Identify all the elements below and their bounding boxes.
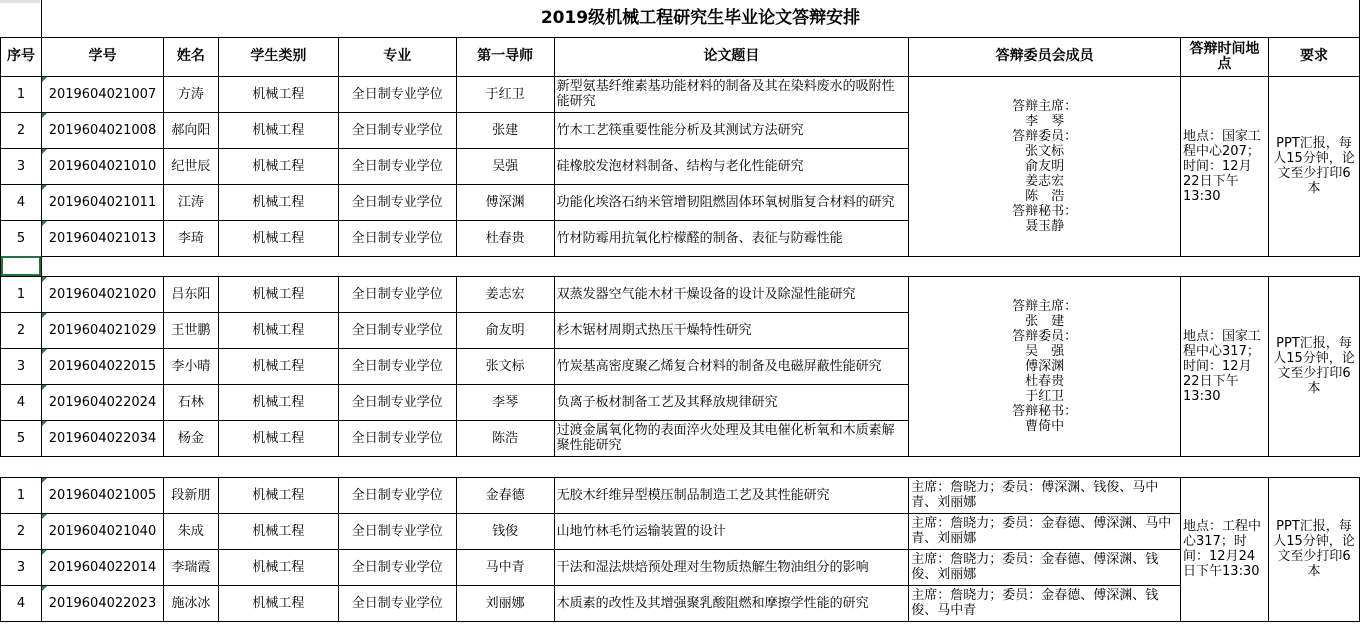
cell-thesis[interactable]: 木质素的改性及其增强聚乳酸阻燃和摩擦学性能的研究 (554, 585, 909, 621)
table-row (1, 585, 1360, 621)
col-header-major: 专业 (338, 37, 456, 76)
cell-major[interactable]: 全日制专业学位 (338, 585, 456, 621)
col-header-id: 学号 (41, 37, 163, 76)
cell-no[interactable]: 4 (1, 585, 42, 621)
table-row (1, 477, 1360, 513)
cell-advisor[interactable]: 刘丽娜 (456, 585, 554, 621)
cell-advisor[interactable]: 俞友明 (456, 312, 554, 348)
header-row (1, 37, 1360, 76)
cell-thesis[interactable]: 功能化埃洛石纳米管增韧阻燃固体环氧树脂复合材料的研究 (554, 184, 909, 220)
cell-time-place[interactable]: 地点：工程中心317；时间：12月24日下午13:30 (1181, 477, 1269, 621)
cell-thesis[interactable]: 新型氨基纤维素基功能材料的制备及其在染料废水的吸附性能研究 (554, 76, 909, 112)
cell-name[interactable]: 段新朋 (163, 477, 218, 513)
cell-id[interactable]: 2019604021029 (41, 312, 163, 348)
cell-committee[interactable]: 答辩主席： 李 琴 答辩委员： 张文标 俞友明 姜志宏 陈 浩 答辩秘书： 聂玉静 (909, 76, 1181, 256)
cell-advisor[interactable]: 钱俊 (456, 513, 554, 549)
cell-category[interactable]: 机械工程 (218, 384, 338, 420)
cell-major[interactable]: 全日制专业学位 (338, 420, 456, 456)
cell-category[interactable]: 机械工程 (218, 585, 338, 621)
cell-thesis[interactable]: 竹材防霉用抗氧化柠檬醛的制备、表征与防霉性能 (554, 220, 909, 256)
cell-thesis[interactable]: 竹炭基高密度聚乙烯复合材料的制备及电磁屏蔽性能研究 (554, 348, 909, 384)
cell-thesis[interactable]: 负离子板材制备工艺及其释放规律研究 (554, 384, 909, 420)
cell-time-place[interactable]: 地点：国家工程中心207；时间：12月22日下午13:30 (1181, 76, 1269, 256)
empty-row-cell[interactable] (1, 456, 1360, 477)
cell-no[interactable]: 4 (1, 184, 42, 220)
col-header-time-place: 答辩时间地点 (1181, 37, 1269, 76)
cell-major[interactable]: 全日制专业学位 (338, 112, 456, 148)
cell-thesis[interactable]: 无胶木纤维异型模压制品制造工艺及其性能研究 (554, 477, 909, 513)
cell-name[interactable]: 杨金 (163, 420, 218, 456)
cell-id[interactable]: 2019604021007 (41, 76, 163, 112)
cell-thesis[interactable]: 干法和湿法烘焙预处理对生物质热解生物油组分的影响 (554, 549, 909, 585)
cell-id[interactable]: 2019604022014 (41, 549, 163, 585)
cell-id[interactable]: 2019604021010 (41, 148, 163, 184)
cell-no[interactable]: 3 (1, 348, 42, 384)
cell-no[interactable]: 1 (1, 276, 42, 312)
cell-major[interactable]: 全日制专业学位 (338, 148, 456, 184)
cell-category[interactable]: 机械工程 (218, 276, 338, 312)
cell-major[interactable]: 全日制专业学位 (338, 549, 456, 585)
cell-name[interactable]: 郝向阳 (163, 112, 218, 148)
col-header-no: 序号 (1, 37, 42, 76)
cell-no[interactable]: 2 (1, 112, 42, 148)
cell-name[interactable]: 纪世辰 (163, 148, 218, 184)
cell-advisor[interactable]: 姜志宏 (456, 276, 554, 312)
cell-major[interactable]: 全日制专业学位 (338, 76, 456, 112)
cell-advisor[interactable]: 李琴 (456, 384, 554, 420)
cell-advisor[interactable]: 吴强 (456, 148, 554, 184)
cell-category[interactable]: 机械工程 (218, 348, 338, 384)
cell-thesis[interactable]: 山地竹林毛竹运输装置的设计 (554, 513, 909, 549)
cell-id[interactable]: 2019604021008 (41, 112, 163, 148)
cell-thesis[interactable]: 杉木锯材周期式热压干燥特性研究 (554, 312, 909, 348)
cell-category[interactable]: 机械工程 (218, 148, 338, 184)
page-title: 2019级机械工程研究生毕业论文答辩安排 (41, 0, 1359, 37)
cell-no[interactable]: 2 (1, 312, 42, 348)
col-header-category: 学生类别 (218, 37, 338, 76)
cell-name[interactable]: 王世鹏 (163, 312, 218, 348)
cell-category[interactable]: 机械工程 (218, 477, 338, 513)
cell-no[interactable]: 2 (1, 513, 42, 549)
cell-name[interactable]: 江涛 (163, 184, 218, 220)
col-header-requirement: 要求 (1268, 37, 1359, 76)
cell-name[interactable]: 李瑞霞 (163, 549, 218, 585)
cell-category[interactable]: 机械工程 (218, 220, 338, 256)
cell-thesis[interactable]: 硅橡胶发泡材料制备、结构与老化性能研究 (554, 148, 909, 184)
cell-category[interactable]: 机械工程 (218, 112, 338, 148)
cell-id[interactable]: 2019604022024 (41, 384, 163, 420)
cell-major[interactable]: 全日制专业学位 (338, 220, 456, 256)
cell-id[interactable]: 2019604022023 (41, 585, 163, 621)
cell-id[interactable]: 2019604021005 (41, 477, 163, 513)
empty-row-cell[interactable] (41, 256, 1359, 276)
cell-committee[interactable]: 主席：詹晓力；委员：金春德、傅深渊、钱俊、刘丽娜 (909, 549, 1181, 585)
table-row (1, 549, 1360, 585)
spacer-row (1, 256, 1360, 276)
cell-category[interactable]: 机械工程 (218, 513, 338, 549)
col-header-name: 姓名 (163, 37, 218, 76)
cell-committee[interactable]: 主席：詹晓力；委员：金春德、傅深渊、马中青、刘丽娜 (909, 513, 1181, 549)
cell-thesis[interactable]: 双蒸发器空气能木材干燥设备的设计及除湿性能研究 (554, 276, 909, 312)
cell-major[interactable]: 全日制专业学位 (338, 384, 456, 420)
cell-advisor[interactable]: 杜春贵 (456, 220, 554, 256)
cell-no[interactable]: 3 (1, 148, 42, 184)
cell-advisor[interactable]: 陈浩 (456, 420, 554, 456)
cell-requirement[interactable]: PPT汇报，每人15分钟，论文至少打印6本 (1268, 477, 1359, 621)
cell-time-place[interactable]: 地点：国家工程中心317；时间：12月22日下午13:30 (1181, 276, 1269, 456)
cell-name[interactable]: 石林 (163, 384, 218, 420)
cell-major[interactable]: 全日制专业学位 (338, 477, 456, 513)
cell-category[interactable]: 机械工程 (218, 549, 338, 585)
cell-name[interactable]: 李琦 (163, 220, 218, 256)
table-row (1, 513, 1360, 549)
cell-no[interactable]: 4 (1, 384, 42, 420)
cell-id[interactable]: 2019604022015 (41, 348, 163, 384)
cell-committee[interactable]: 主席：詹晓力；委员：金春德、傅深渊、钱俊、马中青 (909, 585, 1181, 621)
cell-thesis[interactable]: 过渡金属氧化物的表面淬火处理及其电催化析氧和木质素解聚性能研究 (554, 420, 909, 456)
cell-major[interactable]: 全日制专业学位 (338, 312, 456, 348)
cell-advisor[interactable]: 金春德 (456, 477, 554, 513)
cell-major[interactable]: 全日制专业学位 (338, 348, 456, 384)
cell-name[interactable]: 施冰冰 (163, 585, 218, 621)
cell-no[interactable]: 5 (1, 220, 42, 256)
cell-name[interactable]: 方涛 (163, 76, 218, 112)
col-header-committee: 答辩委员会成员 (909, 37, 1181, 76)
cell-requirement[interactable]: PPT汇报，每人15分钟，论文至少打印6本 (1268, 276, 1359, 456)
cell-id[interactable]: 2019604021020 (41, 276, 163, 312)
spacer-row (1, 456, 1360, 477)
cell-major[interactable]: 全日制专业学位 (338, 513, 456, 549)
cell-id[interactable]: 2019604021011 (41, 184, 163, 220)
cell-major[interactable]: 全日制专业学位 (338, 184, 456, 220)
cell-requirement[interactable]: PPT汇报，每人15分钟，论文至少打印6本 (1268, 76, 1359, 256)
cell-category[interactable]: 机械工程 (218, 184, 338, 220)
cell-advisor[interactable]: 马中青 (456, 549, 554, 585)
table-row (1, 76, 1360, 112)
col-header-advisor: 第一导师 (456, 37, 554, 76)
cell-committee[interactable]: 主席：詹晓力；委员：傅深渊、钱俊、马中青、刘丽娜 (909, 477, 1181, 513)
cell-name[interactable]: 朱成 (163, 513, 218, 549)
cell-no[interactable]: 1 (1, 477, 42, 513)
col-header-thesis: 论文题目 (554, 37, 909, 76)
cell-id[interactable]: 2019604021040 (41, 513, 163, 549)
cell-thesis[interactable]: 竹木工艺筷重要性能分析及其测试方法研究 (554, 112, 909, 148)
blank-cell[interactable] (1, 0, 42, 37)
cell-name[interactable]: 吕东阳 (163, 276, 218, 312)
cell-no[interactable]: 1 (1, 76, 42, 112)
cell-advisor[interactable]: 张文标 (456, 348, 554, 384)
cell-no[interactable]: 3 (1, 549, 42, 585)
cell-advisor[interactable]: 张建 (456, 112, 554, 148)
cell-major[interactable]: 全日制专业学位 (338, 276, 456, 312)
table-row (1, 276, 1360, 312)
cell-category[interactable]: 机械工程 (218, 76, 338, 112)
cell-id[interactable]: 2019604022034 (41, 420, 163, 456)
cell-no[interactable]: 5 (1, 420, 42, 456)
cell-id[interactable]: 2019604021013 (41, 220, 163, 256)
selected-cell[interactable] (1, 256, 42, 276)
cell-advisor[interactable]: 傅深渊 (456, 184, 554, 220)
cell-committee[interactable]: 答辩主席： 张 建 答辩委员： 吴 强 傅深渊 杜春贵 于红卫 答辩秘书： 曹倚中 (909, 276, 1181, 456)
cell-category[interactable]: 机械工程 (218, 312, 338, 348)
cell-category[interactable]: 机械工程 (218, 420, 338, 456)
cell-name[interactable]: 李小晴 (163, 348, 218, 384)
cell-advisor[interactable]: 于红卫 (456, 76, 554, 112)
